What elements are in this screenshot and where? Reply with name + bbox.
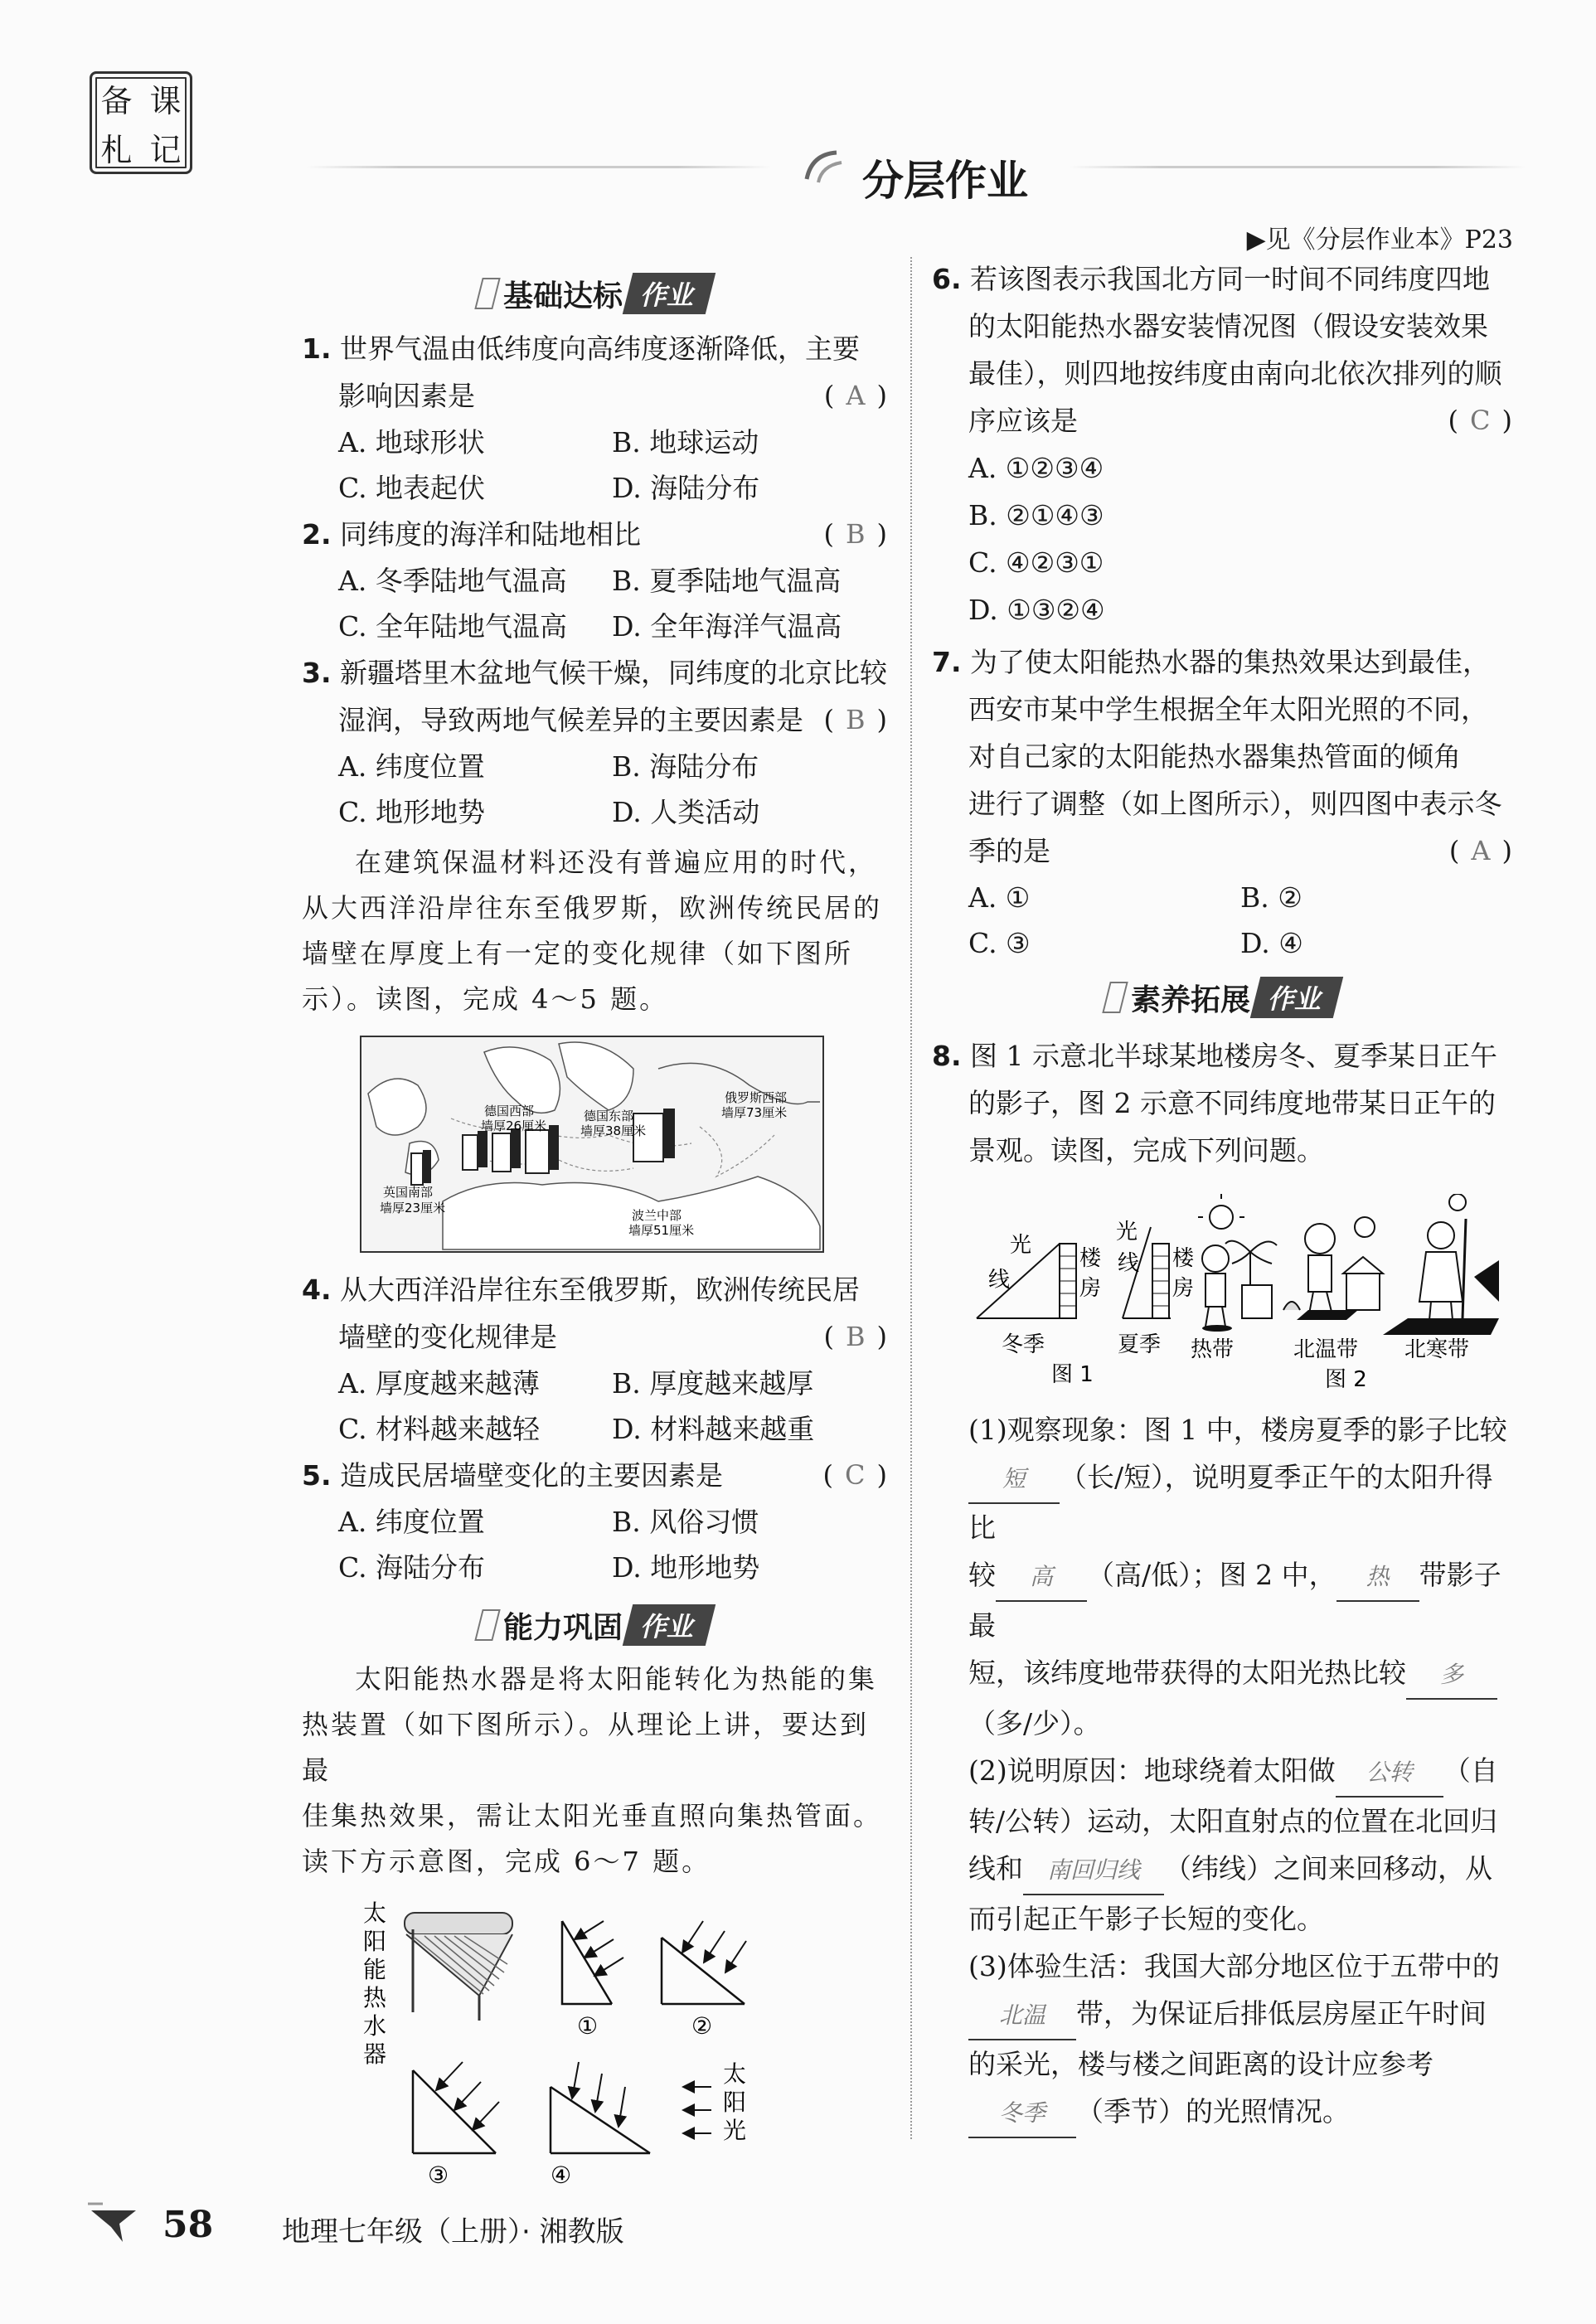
question-8-part-2 bbox=[932, 1747, 1512, 1943]
question-text: （高/低）；图 2 中， bbox=[1087, 1559, 1336, 1591]
panel-number: ① bbox=[577, 2012, 599, 2040]
sunlight-label-char: 太 bbox=[723, 2060, 747, 2088]
option: D. 人类活动 bbox=[612, 796, 760, 828]
answer-bracket: ( B ) bbox=[823, 1321, 887, 1352]
figure-label: 房 bbox=[1172, 1276, 1195, 1301]
north-frigid-scene bbox=[1383, 1194, 1499, 1335]
map-label: 俄罗斯西部 bbox=[725, 1090, 788, 1105]
answer-value: C bbox=[1470, 405, 1491, 436]
fill-blank: 短 bbox=[968, 1455, 1060, 1504]
question-7 bbox=[932, 638, 1512, 966]
fill-blank: 北温 bbox=[968, 1992, 1076, 2040]
option: D. 海陆分布 bbox=[612, 472, 760, 504]
answer-bracket: ( C ) bbox=[822, 1459, 887, 1491]
section-mark-icon bbox=[474, 278, 500, 309]
sunlight-label-char: 光 bbox=[723, 2117, 747, 2144]
question-text: 的采光，楼与楼之间距离的设计应参考 bbox=[968, 2048, 1433, 2080]
question-text: 的太阳能热水器安装情况图（假设安装效果 bbox=[968, 310, 1488, 342]
figure-label: 楼 bbox=[1079, 1246, 1102, 1271]
section-header-basic bbox=[302, 274, 887, 313]
question-text: 带影子最 bbox=[968, 1559, 1501, 1642]
title-rule-left bbox=[307, 166, 771, 168]
page-number: 58 bbox=[163, 2204, 214, 2246]
europe-wall-map bbox=[360, 1036, 824, 1253]
question-text: （纬线）之间来回移动，从 bbox=[1164, 1852, 1492, 1885]
question-text: 墙壁的变化规律是 bbox=[338, 1321, 557, 1353]
heater-label-char: 水 bbox=[363, 2012, 387, 2040]
figure-label: 夏季 bbox=[1118, 1332, 1162, 1357]
figure-label: 冬季 bbox=[1002, 1332, 1045, 1357]
option: B. 厚度越来越厚 bbox=[612, 1367, 814, 1400]
question-text: 较 bbox=[968, 1559, 996, 1591]
question-text: 若该图表示我国北方同一时间不同纬度四地 bbox=[970, 263, 1490, 295]
question-text: 从大西洋沿岸往东至俄罗斯，欧洲传统民居 bbox=[340, 1274, 860, 1306]
fill-blank: 多 bbox=[1406, 1651, 1497, 1700]
question-text: 图 1 示意北半球某地楼房冬、夏季某日正午 bbox=[970, 1040, 1497, 1072]
shadow-figures bbox=[968, 1194, 1499, 1401]
fill-blank: 公转 bbox=[1336, 1749, 1443, 1798]
question-number: 8. bbox=[932, 1040, 962, 1072]
stamp-char: 记 bbox=[149, 132, 182, 168]
question-number: 2. bbox=[302, 518, 332, 551]
figure-caption: 图 1 bbox=[1051, 1362, 1094, 1387]
stamp-char: 札 bbox=[100, 132, 133, 168]
answer-value: B bbox=[846, 704, 866, 735]
option: D. 材料越来越重 bbox=[612, 1413, 815, 1445]
option: A. ①②③④ bbox=[968, 452, 1104, 484]
option: B. ②①④③ bbox=[968, 499, 1104, 531]
map-label: 德国东部 bbox=[584, 1109, 634, 1123]
map-label: 墙厚73厘米 bbox=[721, 1105, 788, 1120]
passage-line: 墙壁在厚度上有一定的变化规律（如下图所 bbox=[302, 938, 854, 969]
figure-label: 热带 bbox=[1191, 1337, 1235, 1362]
question-text: 新疆塔里木盆地气候干燥，同纬度的北京比较 bbox=[340, 657, 887, 689]
question-6 bbox=[932, 255, 1512, 633]
corner-stamp bbox=[90, 71, 192, 174]
section-tag: 作业 bbox=[623, 1604, 716, 1646]
option: A. 纬度位置 bbox=[338, 1506, 485, 1538]
question-text: （长/短），说明夏季正午的太阳升得比 bbox=[968, 1461, 1493, 1544]
option: C. 地形地势 bbox=[338, 796, 486, 828]
figure-label: 北寒带 bbox=[1404, 1337, 1470, 1362]
section-tag: 作业 bbox=[623, 273, 716, 314]
question-text: 转/公转）运动，太阳直射点的位置在北回归 bbox=[968, 1805, 1498, 1837]
question-2 bbox=[302, 511, 887, 649]
heater-label-char: 能 bbox=[363, 1956, 387, 1983]
question-number: 1. bbox=[302, 332, 332, 365]
panel-3 bbox=[413, 2062, 499, 2153]
figure-label: 光 bbox=[1010, 1233, 1032, 1258]
option: A. 冬季陆地气温高 bbox=[338, 565, 567, 597]
question-text: 造成民居墙壁变化的主要因素是 bbox=[340, 1459, 723, 1492]
question-text: 的影子，图 2 示意不同纬度地带某日正午的 bbox=[968, 1087, 1496, 1119]
section-tag: 作业 bbox=[1250, 977, 1343, 1018]
panel-number: ③ bbox=[428, 2161, 449, 2189]
option: A. 厚度越来越薄 bbox=[338, 1367, 540, 1400]
option: B. ② bbox=[1240, 881, 1303, 914]
option: B. 地球运动 bbox=[612, 426, 759, 458]
wall-block-uk bbox=[411, 1150, 431, 1185]
option: A. 地球形状 bbox=[338, 426, 485, 458]
question-text: 最佳），则四地按纬度由南向北依次排列的顺 bbox=[968, 357, 1502, 390]
section-header-literacy bbox=[932, 978, 1512, 1017]
fill-blank: 冬季 bbox=[968, 2089, 1076, 2138]
option: C. 海陆分布 bbox=[338, 1551, 486, 1584]
question-text: 序应该是 bbox=[968, 405, 1078, 437]
map-label: 墙厚26厘米 bbox=[481, 1118, 547, 1133]
left-column bbox=[302, 274, 887, 2195]
question-8-part-1 bbox=[932, 1406, 1512, 1747]
heater-label-char: 器 bbox=[363, 2040, 387, 2068]
passage-line: 太阳能热水器是将太阳能转化为热能的集 bbox=[355, 1663, 878, 1695]
sunlight-legend bbox=[683, 2087, 711, 2133]
section-header-ability bbox=[302, 1605, 887, 1645]
passage-line: 热装置（如下图所示）。从理论上讲，要达到最 bbox=[302, 1709, 870, 1786]
option: C. ④②③① bbox=[968, 546, 1104, 579]
wall-block-germany-west bbox=[463, 1131, 488, 1170]
answer-value: B bbox=[846, 1321, 866, 1352]
section-name: 素养拓展 bbox=[1130, 982, 1250, 1017]
stamp-char: 课 bbox=[149, 83, 182, 119]
tropic-scene bbox=[1198, 1194, 1277, 1332]
passage-line: 在建筑保温材料还没有普遍应用的时代， bbox=[355, 847, 878, 878]
question-text: 进行了调整（如上图所示），则四图中表示冬 bbox=[968, 788, 1502, 820]
question-text: 带，为保证后排低层房屋正午时间 bbox=[1076, 1997, 1487, 2030]
page-title: 分层作业 bbox=[862, 157, 1028, 205]
title-swirl-icon bbox=[800, 146, 850, 187]
answer-bracket: ( C ) bbox=[1448, 405, 1512, 436]
answer-bracket: ( A ) bbox=[1448, 835, 1512, 866]
question-text: 对自己家的太阳能热水器集热管面的倾角 bbox=[968, 740, 1461, 773]
question-number: 7. bbox=[932, 646, 962, 678]
option: A. ① bbox=[968, 881, 1031, 914]
question-5 bbox=[302, 1452, 887, 1590]
map-label: 英国南部 bbox=[383, 1185, 434, 1200]
question-text: 而引起正午影子长短的变化。 bbox=[968, 1903, 1324, 1935]
option: A. 纬度位置 bbox=[338, 750, 485, 783]
panel-number: ② bbox=[691, 2012, 713, 2040]
question-text: （季节）的光照情况。 bbox=[1076, 2095, 1350, 2128]
solar-heater-illustration bbox=[405, 1913, 512, 2021]
panel-number: ④ bbox=[551, 2161, 572, 2189]
option: B. 海陆分布 bbox=[612, 750, 759, 783]
question-text: 线和 bbox=[968, 1852, 1023, 1885]
section-mark-icon bbox=[474, 1609, 500, 1641]
option: D. 全年海洋气温高 bbox=[612, 610, 842, 643]
figure-label: 光 bbox=[1116, 1220, 1138, 1244]
question-text: 西安市某中学生根据全年太阳光照的不同， bbox=[968, 693, 1488, 725]
sunlight-label-char: 阳 bbox=[723, 2089, 747, 2116]
map-label: 波兰中部 bbox=[632, 1208, 682, 1223]
figure-label: 北温带 bbox=[1293, 1337, 1359, 1362]
question-3 bbox=[302, 649, 887, 835]
question-8-part-3 bbox=[932, 1943, 1512, 2138]
answer-value: A bbox=[846, 380, 866, 411]
question-4 bbox=[302, 1266, 887, 1452]
panel-4 bbox=[551, 2062, 650, 2153]
solar-heater-figure bbox=[355, 1896, 819, 2195]
answer-bracket: ( A ) bbox=[823, 380, 887, 411]
passage-line: 示）。读图，完成 4～5 题。 bbox=[302, 983, 669, 1015]
figure-label: 线 bbox=[1118, 1251, 1140, 1276]
question-1 bbox=[302, 325, 887, 511]
question-text: 季的是 bbox=[968, 835, 1050, 867]
section-name: 能力巩固 bbox=[502, 1610, 623, 1645]
option: D. ④ bbox=[1240, 927, 1303, 959]
question-text: （自 bbox=[1443, 1754, 1498, 1787]
book-title: 地理七年级（上册）· 湘教版 bbox=[282, 2215, 624, 2249]
fill-blank: 南回归线 bbox=[1023, 1846, 1164, 1895]
question-text: (2)说明原因：地球绕着太阳做 bbox=[968, 1754, 1336, 1787]
question-text: （多/少）。 bbox=[968, 1707, 1101, 1739]
fill-blank: 热 bbox=[1336, 1553, 1419, 1602]
map-label: 墙厚38厘米 bbox=[580, 1123, 647, 1138]
workbook-reference: ▶见《分层作业本》P23 bbox=[1246, 226, 1513, 255]
stamp-char: 备 bbox=[100, 83, 133, 119]
question-text: 世界气温由低纬度向高纬度逐渐降低，主要 bbox=[340, 332, 860, 365]
panel-2 bbox=[662, 1921, 746, 2004]
figure-caption: 图 2 bbox=[1325, 1367, 1367, 1392]
answer-bracket: ( B ) bbox=[823, 704, 887, 735]
map-label: 墙厚23厘米 bbox=[380, 1201, 446, 1215]
question-number: 4. bbox=[302, 1274, 332, 1306]
question-text: (3)体验生活：我国大部分地区位于五带中的 bbox=[968, 1950, 1500, 1982]
answer-bracket: ( B ) bbox=[823, 518, 887, 550]
question-text: 湿润，导致两地气候差异的主要因素是 bbox=[338, 704, 803, 736]
question-text: 为了使太阳能热水器的集热效果达到最佳， bbox=[970, 646, 1490, 678]
passage-line: 从大西洋沿岸往东至俄罗斯，欧洲传统民居的 bbox=[302, 892, 883, 924]
option: C. 地表起伏 bbox=[338, 472, 486, 504]
passage-4-5 bbox=[302, 840, 887, 1022]
figure-label: 楼 bbox=[1172, 1246, 1195, 1271]
answer-value: C bbox=[845, 1459, 866, 1491]
figure-label: 房 bbox=[1079, 1276, 1102, 1301]
figure-label: 线 bbox=[988, 1268, 1011, 1293]
heater-label-char: 太 bbox=[363, 1899, 387, 1927]
section-mark-icon bbox=[1102, 982, 1128, 1013]
question-text: 短，该纬度地带获得的太阳光热比较 bbox=[968, 1657, 1406, 1689]
north-temperate-scene bbox=[1283, 1217, 1383, 1320]
section-name: 基础达标 bbox=[502, 279, 623, 313]
wall-block-germany-east bbox=[492, 1128, 521, 1172]
title-rule-right bbox=[1070, 166, 1526, 168]
option: D. 地形地势 bbox=[612, 1551, 760, 1584]
question-text: 景观。读图，完成下列问题。 bbox=[968, 1134, 1324, 1167]
question-text: 影响因素是 bbox=[338, 380, 475, 412]
question-number: 6. bbox=[932, 263, 962, 295]
footer-arrow-icon bbox=[86, 2199, 144, 2245]
question-8 bbox=[932, 1032, 1512, 1174]
option: B. 风俗习惯 bbox=[612, 1506, 759, 1538]
answer-value: A bbox=[1471, 835, 1491, 866]
map-label: 墙厚51厘米 bbox=[628, 1223, 695, 1238]
option: C. 材料越来越轻 bbox=[338, 1413, 541, 1445]
option: C. 全年陆地气温高 bbox=[338, 610, 568, 643]
heater-label-char: 阳 bbox=[363, 1928, 387, 1955]
fill-blank: 高 bbox=[996, 1553, 1087, 1602]
map-label: 德国西部 bbox=[484, 1104, 535, 1118]
option: B. 夏季陆地气温高 bbox=[612, 565, 842, 597]
right-column bbox=[932, 255, 1512, 2138]
column-divider bbox=[910, 257, 912, 2139]
passage-line: 读下方示意图，完成 6～7 题。 bbox=[302, 1846, 711, 1877]
question-text: (1)观察现象：图 1 中，楼房夏季的影子比较 bbox=[968, 1414, 1507, 1446]
option: C. ③ bbox=[968, 927, 1031, 959]
panel-1 bbox=[562, 1921, 623, 2004]
passage-line: 佳集热效果，需让太阳光垂直照向集热管面。 bbox=[302, 1800, 883, 1832]
answer-value: B bbox=[846, 518, 866, 550]
question-number: 5. bbox=[302, 1459, 332, 1492]
passage-6-7 bbox=[302, 1657, 887, 1885]
question-number: 3. bbox=[302, 657, 332, 689]
option: D. ①③②④ bbox=[968, 594, 1105, 626]
question-text: 同纬度的海洋和陆地相比 bbox=[340, 518, 641, 551]
heater-label-char: 热 bbox=[363, 1984, 387, 2011]
